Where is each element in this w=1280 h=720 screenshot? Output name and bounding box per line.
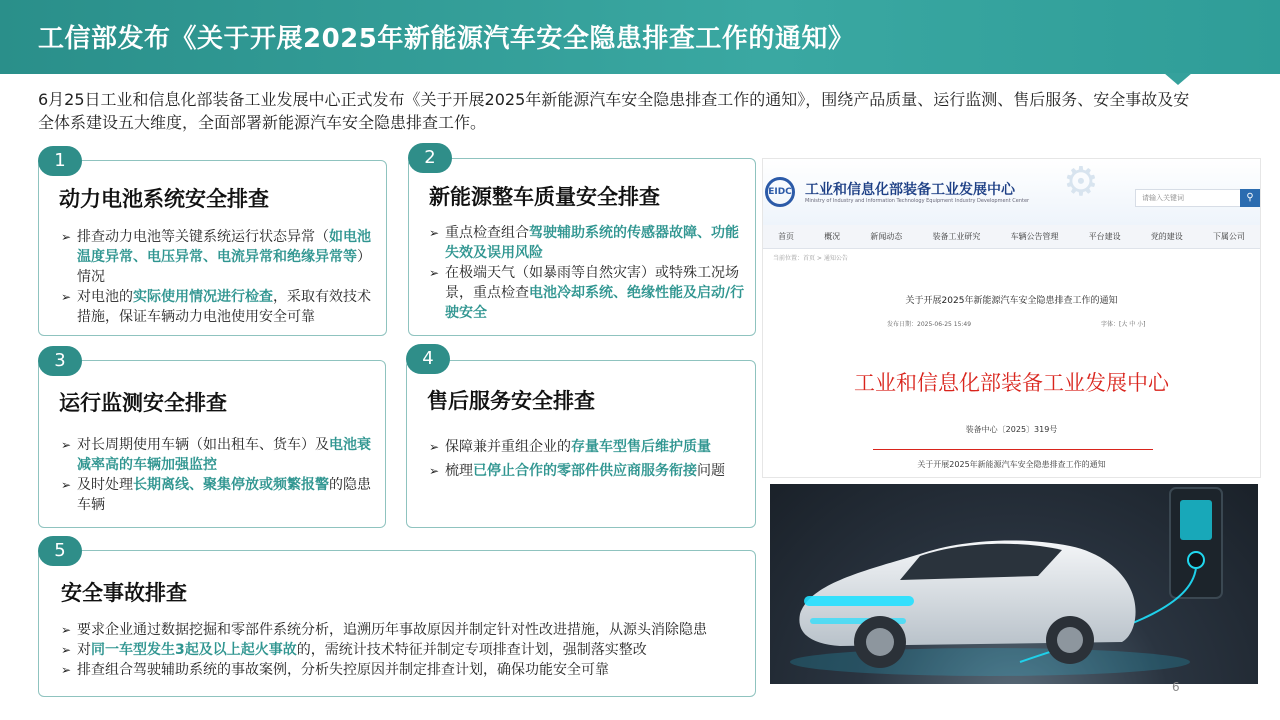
search-input: 请输入关键词 (1135, 189, 1241, 207)
arrow-icon: ➢ (429, 464, 440, 478)
article-title: 关于开展2025年新能源汽车安全隐患排查工作的通知 (905, 296, 1118, 306)
document-number: 装备中心〔2025〕319号 (965, 425, 1058, 434)
red-header-title: 工业和信息化部装备工业发展中心 (854, 371, 1169, 395)
arrow-icon: ➢ (61, 438, 72, 452)
list-item: ➢ 对同一车型发生3起及以上起火事故的，需统计技术特征并制定专项排查计划，强制落实整改 (61, 642, 647, 658)
font-size-control: 字体：[大 中 小] (1101, 321, 1146, 328)
page-number: 6 (1172, 680, 1180, 694)
gear-icon: ⚙ (1063, 159, 1099, 205)
eidc-logo-icon: EIDC (765, 177, 795, 207)
notice-screenshot (762, 158, 1261, 478)
list-item: ➢ 保障兼并重组企业的存量车型售后维护质量 (429, 435, 747, 459)
badge-5: 5 (38, 536, 82, 566)
card-title: 售后服务安全排查 (427, 389, 595, 413)
search-icon: ⚲ (1240, 189, 1260, 207)
card-list (61, 435, 377, 515)
arrow-icon: ➢ (61, 643, 72, 657)
nav-item: 下属公司 (1212, 232, 1245, 241)
card-5 (38, 550, 756, 697)
site-org-name: 工业和信息化部装备工业发展中心 (805, 182, 1015, 198)
arrow-icon: ➢ (61, 623, 72, 637)
list-item: ➢ 及时处理长期离线、聚集停放或频繁报警的隐患车辆 (61, 477, 371, 513)
card-title: 动力电池系统安全排查 (59, 187, 269, 211)
arrow-icon: ➢ (429, 440, 440, 454)
page-title: 工信部发布《关于开展2025年新能源汽车安全隐患排查工作的通知》 (38, 24, 855, 54)
card-1 (38, 160, 387, 336)
title-banner (0, 0, 1280, 74)
ev-car-illustration (770, 484, 1258, 684)
card-3 (38, 360, 386, 528)
badge-2: 2 (408, 143, 452, 173)
badge-3: 3 (38, 346, 82, 376)
nav-item: 车辆公告管理 (1010, 232, 1059, 241)
site-nav (763, 225, 1260, 249)
red-divider (873, 449, 1153, 450)
arrow-icon: ➢ (429, 266, 440, 280)
intro-text: 6月25日工业和信息化部装备工业发展中心正式发布《关于开展2025年新能源汽车安全隐患排查工作的通知》，围绕产品质量、运行监测、售后服务、安全事故及安全体系建设五大维度，全面部署新能源汽车安全隐患排查工作。 (38, 90, 1190, 132)
card-list (429, 435, 747, 483)
nav-item: 首页 (778, 232, 795, 241)
card-4 (406, 360, 756, 528)
arrow-icon: ➢ (61, 663, 72, 677)
card-list (61, 620, 747, 680)
publish-date: 发布日期：2025-06-25 15:49 (887, 321, 972, 328)
card-title: 新能源整车质量安全排查 (429, 185, 660, 209)
nav-item: 概况 (824, 232, 841, 241)
list-item: ➢ 排查动力电池等关键系统运行状态异常（如电池温度异常、电压异常、电流异常和绝缘异常等）情况 (61, 229, 371, 285)
list-item: ➢ 对电池的实际使用情况进行检查，采取有效技术措施，保证车辆动力电池使用安全可靠 (61, 289, 371, 325)
list-item: ➢ 梳理已停止合作的零部件供应商服务衔接问题 (429, 459, 747, 483)
card-2 (408, 158, 756, 336)
list-item: ➢ 要求企业通过数据挖掘和零部件系统分析，追溯历年事故原因并制定针对性改进措施，从源头消除隐患 (61, 622, 707, 638)
nav-item: 装备工业研究 (932, 232, 981, 241)
arrow-icon: ➢ (429, 226, 440, 240)
card-list (429, 223, 745, 323)
badge-1: 1 (38, 146, 82, 176)
breadcrumb: 当前位置：首页 > 通知公告 (773, 255, 848, 262)
nav-item: 新闻动态 (870, 232, 903, 241)
document-subtitle: 关于开展2025年新能源汽车安全隐患排查工作的通知 (917, 460, 1106, 469)
list-item: ➢ 对长周期使用车辆（如出租车、货车）及电池衰减率高的车辆加强监控 (61, 437, 371, 473)
list-item: ➢ 重点检查组合驾驶辅助系统的传感器故障、功能失效及误用风险 (429, 225, 739, 261)
card-title: 安全事故排查 (61, 581, 187, 605)
card-title: 运行监测安全排查 (59, 391, 227, 415)
arrow-icon: ➢ (61, 290, 72, 304)
nav-item: 党的建设 (1150, 232, 1183, 241)
ev-charging-image (770, 484, 1258, 684)
arrow-icon: ➢ (61, 478, 72, 492)
arrow-icon: ➢ (61, 230, 72, 244)
nav-item: 平台建设 (1088, 232, 1121, 241)
list-item: ➢ 在极端天气（如暴雨等自然灾害）或特殊工况场景，重点检查电池冷却系统、绝缘性能及启动/行驶安全 (429, 265, 745, 321)
list-item: ➢ 排查组合驾驶辅助系统的事故案例，分析失控原因并制定排查计划，确保功能安全可靠 (61, 662, 609, 678)
badge-4: 4 (406, 344, 450, 374)
site-org-name-en: Ministry of Industry and Information Technology Equipment Industry Development Center (805, 198, 1030, 204)
card-list (61, 227, 377, 327)
banner-pointer-icon (1164, 73, 1192, 85)
